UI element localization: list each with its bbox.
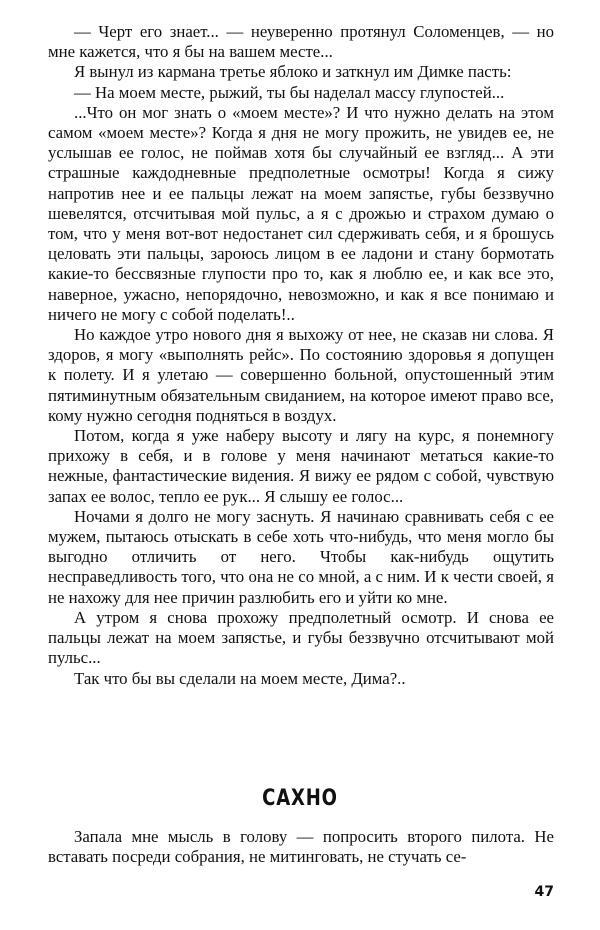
paragraph: ...Что он мог знать о «моем месте»? И что нужно делать на этом самом «моем месте»? Когда я дня не могу прожить, не увидев ее, не услышав ее голос, не поймав хотя бы случайный ее взгляд... А эти страшные каждодневные предполетные осмотры! Когда я сижу напротив нее и ее пальцы лежат на моем запястье, губы беззвучно шевелятся, отсчитывая мой пульс, а я с дрожью и страхом думаю о том, что у меня вот-вот недостанет сил сдерживать себя, и я брошусь целовать эти пальцы, зароюсь лицом в ее ладони и стану бормотать какие-то бессвязные глупости про то, как я люблю ее, и как все это, наверное, ужасно, непорядочно, невозможно, и как я все понимаю и ничего не могу с собой поделать!..	[48, 102, 554, 324]
paragraph: Потом, когда я уже наберу высоту и лягу на курс, я понемногу прихожу в себя, и в голове у меня начинают метаться какие-то нежные, фантастические видения. Я вижу ее рядом с собой, чувствую запах ее волос, тепло ее рук... Я слышу ее голос...	[48, 426, 554, 506]
chapter-text	[48, 22, 554, 689]
paragraph: — На моем месте, рыжий, ты бы наделал массу глупостей...	[74, 82, 505, 102]
paragraph: — Черт его знает... — неуверенно протянул Соломенцев, — но мне кажется, что я бы на вашем месте...	[48, 22, 554, 62]
section-text	[48, 827, 554, 867]
paragraph: Запала мне мысль в голову — попросить второго пилота. Не вставать посреди собрания, не митинговать, не стучать се-	[48, 827, 554, 867]
paragraph: Но каждое утро нового дня я выхожу от нее, не сказав ни слова. Я здоров, я могу «выполнять рейс». По состоянию здоровья я допущен к полету. И я улетаю — совершенно больной, опустошенный этим пятиминутным обязательным свиданием, на которое имеют право все, кому нужно сегодня подняться в воздух.	[48, 325, 554, 425]
paragraph: Ночами я долго не могу заснуть. Я начинаю сравнивать себя с ее мужем, пытаюсь отыскать в себе хоть что-нибудь, что меня могло бы выгодно отличить от него. Чтобы как-нибудь ощутить несправедливость того, что она не со мной, а с ним. И к чести своей, я не нахожу для нее причин разлюбить его и уйти ко мне.	[48, 506, 554, 607]
paragraph: А утром я снова прохожу предполетный осмотр. И снова ее пальцы лежат на моем запястье, и губы беззвучно отсчитывают мой пульс...	[48, 607, 554, 668]
paragraph: Так что бы вы сделали на моем месте, Дима?..	[74, 668, 406, 688]
page-number: 47	[534, 884, 554, 900]
section-heading: САХНО	[262, 786, 338, 811]
paragraph: Я вынул из кармана третье яблоко и заткнул им Димке пасть:	[74, 62, 512, 82]
